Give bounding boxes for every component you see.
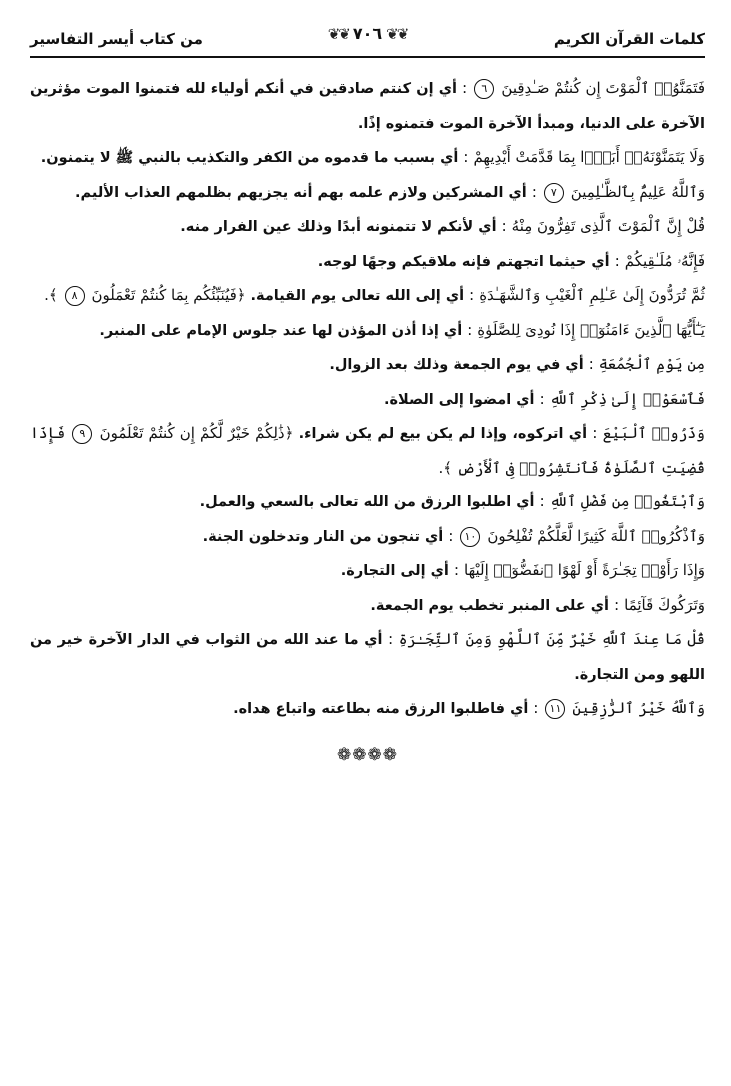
quran-term: وَٱذْكُرُوا۟ ٱللَّهَ كَثِيرًا لَّعَلَّكُمْ تُفْلِحُونَ [487,526,705,545]
term-explanation: أي على المنبر تخطب يوم الجمعة. [370,597,610,614]
term-explanation: أي بسبب ما قدموه من الكفر والتكذيب بالنبي ﷺ لا يتمنون. [40,150,459,166]
page-number: ٧٠٦ [352,24,383,43]
ayah-number-marker: ١٠ [460,527,480,547]
term-explanation: أي إذا أذن المؤذن لها عند جلوس الإمام على المنبر. [99,322,463,339]
quran-term: وَلَا يَتَمَنَّوْنَهُۥٓ أَبَدًۢا بِمَا قَدَّمَتْ أَيْدِيهِمْ [473,148,705,166]
page-number-block [328,24,408,43]
glossary-entry: يَـٰٓأَيُّهَا ٱلَّذِينَ ءَامَنُوٓا۟ إِذَا نُودِىَ لِلصَّلَوٰةِ : أي إذا أذن المؤذن لها عند جلوس الإمام على المنبر. [99,320,705,339]
page [30,24,705,765]
term-explanation: أي إلى التجارة. [340,563,449,579]
quran-term: وَذَرُوا۟ ٱلْبَيْعَ [602,424,705,442]
glossary-entry: فَٱسْعَوْا۟ إِلَىٰ ذِكْرِ ٱللَّهِ : أي امضوا إلى الصلاة. [383,389,705,408]
term-explanation: أي فاطلبوا الرزق منه بطاعته واتباع هداه. [233,701,529,717]
glossary-entry: وَٱللَّهُ خَيْرُ ٱلرَّٰزِقِينَ ١١ : أي فاطلبوا الرزق منه بطاعته واتباع هداه. [233,699,705,717]
term-explanation: أي امضوا إلى الصلاة. [383,391,535,408]
glossary-entry: وَتَرَكُوكَ قَآئِمًا : أي على المنبر تخطب يوم الجمعة. [370,595,705,614]
header-ornament-left-icon: ❦❦ [327,24,349,43]
ayah-number-marker: ٨ [65,286,85,306]
glossary-entry: وَإِذَا رَأَوْا۟ تِجَـٰرَةً أَوْ لَهْوًا ٱنفَضُّوٓا۟ إِلَيْهَا : أي إلى التجارة. [340,561,705,579]
quran-term: وَإِذَا رَأَوْا۟ تِجَـٰرَةً أَوْ لَهْوًا ٱنفَضُّوٓا۟ إِلَيْهَا [464,561,705,579]
ayah-number-marker: ٩ [72,424,92,444]
term-explanation: أي إن كنتم صادقين في أنكم أولياء لله فتمنوا الموت مؤثرين الآخرة على الدنيا، ومبدأ الآخرة الموت فتمنوه إذًا. [30,81,705,132]
glossary-entry: مِن يَوْمِ ٱلْجُمُعَةِ : أي في يوم الجمعة وذلك بعد الزوال. [329,355,705,373]
quran-quote: ﴿فَيُنَبِّئُكُم بِمَا كُنتُمْ تَعْمَلُونَ [91,286,246,304]
glossary-entry: فَتَمَنَّوُا۟ ٱلْمَوْتَ إِن كُنتُمْ صَـٰدِقِينَ ٦ : أي إن كنتم صادقين في أنكم أولياء لله فتمنوا الموت مؤثرين الآخرة على الدنيا، ومبدأ الآخرة الموت فتمنوه إذًا. [30,79,705,132]
term-explanation: أي لأنكم لا تتمنونه أبدًا وذلك عين الفرار منه. [180,219,497,235]
quran-term: قُلْ مَا عِندَ ٱللَّهِ خَيْرٌ مِّنَ ٱللَّهْوِ وَمِنَ ٱلتِّجَـٰرَةِ [398,630,705,648]
term-explanation: أي تنجون من النار وتدخلون الجنة. [202,528,444,545]
quran-quote-end: ﴾. [44,286,58,304]
term-explanation: أي اتركوه، وإذا لم يكن بيع لم يكن شراء. [298,426,588,442]
quran-term: ثُمَّ تُرَدُّونَ إِلَىٰ عَـٰلِمِ ٱلْغَيْبِ وَٱلشَّهَـٰدَةِ [479,286,705,304]
quran-term: فَٱسْعَوْا۟ إِلَىٰ ذِكْرِ ٱللَّهِ [549,389,705,408]
ayah-number-marker: ٧ [544,183,564,203]
glossary-entry: وَٱذْكُرُوا۟ ٱللَّهَ كَثِيرًا لَّعَلَّكُمْ تُفْلِحُونَ ١٠ : أي تنجون من النار وتدخلون الجنة. [202,526,705,545]
quran-term: فَتَمَنَّوُا۟ ٱلْمَوْتَ إِن كُنتُمْ صَـٰدِقِينَ [501,79,705,97]
page-header [30,24,705,54]
header-ornament-right-icon: ❦❦ [386,24,408,43]
term-explanation: أي المشركين ولازم علمه بهم أنه يجزيهم بظلمهم العذاب الأليم. [75,184,527,201]
glossary-body [30,72,705,727]
ayah-number-marker: ١١ [545,699,565,719]
quran-term: وَٱللَّهُ خَيْرُ ٱلرَّٰزِقِينَ [572,699,705,717]
quran-term: قُلْ إِنَّ ٱلْمَوْتَ ٱلَّذِى تَفِرُّونَ مِنْهُ [511,217,705,235]
glossary-entry: وَلَا يَتَمَنَّوْنَهُۥٓ أَبَدًۢا بِمَا قَدَّمَتْ أَيْدِيهِمْ : أي بسبب ما قدموه من الكفر والتكذيب بالنبي ﷺ لا يتمنون. [40,148,705,166]
ayah-number-marker: ٦ [474,79,494,99]
glossary-entry: وَٱبْتَغُوا۟ مِن فَضْلِ ٱللَّهِ : أي اطلبوا الرزق من الله تعالى بالسعي والعمل. [199,492,705,510]
glossary-entry: فَإِنَّهُۥ مُلَـٰقِيكُمْ : أي حيثما اتجهتم فإنه ملاقيكم وجهًا لوجه. [317,251,705,270]
quran-term: مِن يَوْمِ ٱلْجُمُعَةِ [598,355,705,373]
quran-quote: ﴿ذَٰلِكُمْ خَيْرٌ لَّكُمْ إِن كُنتُمْ تَعْلَمُونَ [99,424,294,442]
quran-term: فَإِنَّهُۥ مُلَـٰقِيكُمْ [624,251,705,270]
quran-term: يَـٰٓأَيُّهَا ٱلَّذِينَ ءَامَنُوٓا۟ إِذَا نُودِىَ لِلصَّلَوٰةِ [477,320,705,339]
book-title: كلمات القرآن الكريم [553,30,705,48]
quran-quote-end: ﴾. [438,458,453,477]
end-ornament-icon: ❁❁❁❁ [337,744,398,765]
glossary-entry: ثُمَّ تُرَدُّونَ إِلَىٰ عَـٰلِمِ ٱلْغَيْبِ وَٱلشَّهَـٰدَةِ : أي إلى الله تعالى يوم القيامة. ﴿فَيُنَبِّئُكُم بِمَا كُنتُمْ تَعْمَلُونَ ٨ ﴾. [44,286,705,304]
quran-quote-continuation: فَإِذَا قُضِيَتِ ٱلصَّلَوٰةُ فَٱنتَشِرُوا۟ فِى ٱلْأَرْضِ [30,424,705,477]
source-title: من كتاب أيسر التفاسير [30,30,203,48]
term-explanation: أي اطلبوا الرزق من الله تعالى بالسعي والعمل. [199,494,535,510]
glossary-entry: قُلْ إِنَّ ٱلْمَوْتَ ٱلَّذِى تَفِرُّونَ مِنْهُ : أي لأنكم لا تتمنونه أبدًا وذلك عين الفرار منه. [180,217,705,235]
quran-term: وَٱللَّهُ عَلِيمٌۢ بِٱلظَّـٰلِمِينَ [570,182,705,201]
term-explanation: أي إلى الله تعالى يوم القيامة. [250,288,465,304]
term-explanation: أي في يوم الجمعة وذلك بعد الزوال. [329,357,584,373]
glossary-entry: قُلْ مَا عِندَ ٱللَّهِ خَيْرٌ مِّنَ ٱللَّهْوِ وَمِنَ ٱلتِّجَـٰرَةِ : أي ما عند الله من الثواب في الدار الآخرة خير من اللهو ومن التجارة. [30,630,705,683]
quran-term: وَٱبْتَغُوا۟ مِن فَضْلِ ٱللَّهِ [549,492,705,510]
header-divider [30,56,705,58]
term-explanation: أي ما عند الله من الثواب في الدار الآخرة خير من اللهو ومن التجارة. [30,632,705,683]
term-explanation: أي حيثما اتجهتم فإنه ملاقيكم وجهًا لوجه. [317,253,610,270]
glossary-entry: وَٱللَّهُ عَلِيمٌۢ بِٱلظَّـٰلِمِينَ ٧ : أي المشركين ولازم علمه بهم أنه يجزيهم بظلمهم العذاب الأليم. [75,182,705,201]
quran-term: وَتَرَكُوكَ قَآئِمًا [624,595,705,614]
glossary-entry: وَذَرُوا۟ ٱلْبَيْعَ : أي اتركوه، وإذا لم يكن بيع لم يكن شراء. ﴿ذَٰلِكُمْ خَيْرٌ لَّكُمْ إِن كُنتُمْ تَعْلَمُونَ ٩ فَإِذَا قُضِيَتِ ٱلصَّلَوٰةُ فَٱنتَشِرُوا۟ فِى ٱلْأَرْضِ ﴾. [30,424,705,477]
